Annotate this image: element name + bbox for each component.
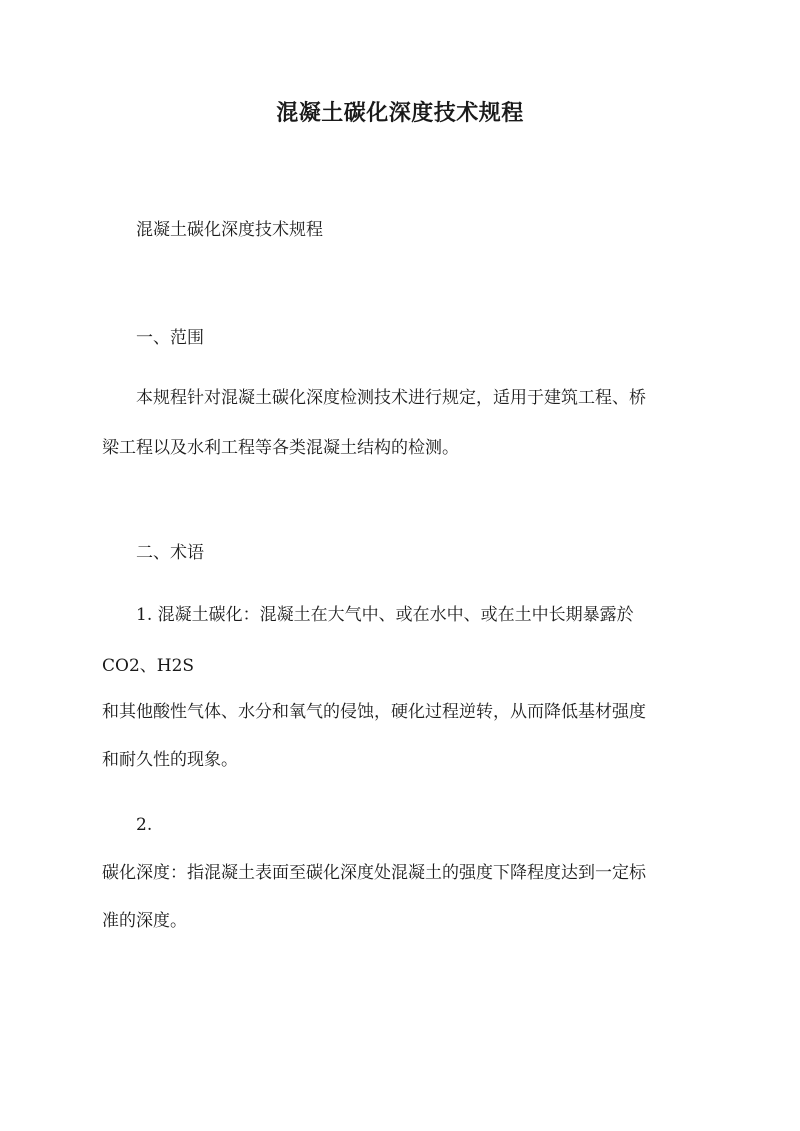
document-title: 混凝土碳化深度技术规程 — [276, 100, 524, 126]
term-2-number: 2. — [136, 815, 153, 835]
term-1-line: 和其他酸性气体、水分和氧气的侵蚀，硬化过程逆转，从而降低基材强度 — [102, 702, 646, 722]
scope-paragraph-line: 本规程针对混凝土碳化深度检测技术进行规定，适用于建筑工程、桥 — [136, 388, 646, 408]
term-1-line: 1. 混凝土碳化：混凝土在大气中、或在水中、或在土中长期暴露於 — [136, 605, 634, 625]
scope-paragraph-line: 梁工程以及水利工程等各类混凝土结构的检测。 — [102, 438, 459, 458]
subtitle: 混凝土碳化深度技术规程 — [136, 220, 323, 240]
term-2-line: 准的深度。 — [102, 911, 187, 931]
term-1-line: CO2、H2S — [102, 656, 195, 676]
term-1-line: 和耐久性的现象。 — [102, 750, 238, 770]
term-2-line: 碳化深度：指混凝土表面至碳化深度处混凝土的强度下降程度达到一定标 — [102, 863, 646, 883]
section-heading-scope: 一、范围 — [136, 328, 204, 348]
section-heading-terms: 二、术语 — [136, 543, 204, 563]
